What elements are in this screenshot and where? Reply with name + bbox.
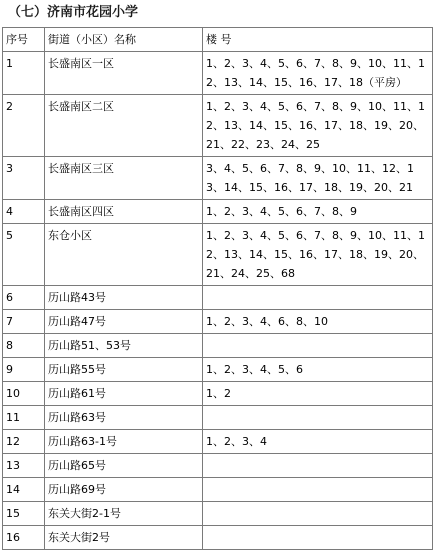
row-street-name: 东关大街2-1号	[45, 502, 203, 526]
header-serial-number: 序号	[3, 28, 45, 52]
row-number: 12	[3, 430, 45, 454]
row-street-name: 长盛南区四区	[45, 200, 203, 224]
row-buildings: 3、4、5、6、7、8、9、10、11、12、13、14、15、16、17、18、19、20、21	[203, 157, 433, 200]
table-row	[3, 406, 433, 430]
row-street-name: 历山路47号	[45, 310, 203, 334]
row-buildings	[203, 478, 433, 502]
table-row	[3, 334, 433, 358]
table-row	[3, 430, 433, 454]
table-row	[3, 200, 433, 224]
row-buildings: 1、2、3、4	[203, 430, 433, 454]
row-buildings	[203, 526, 433, 550]
row-street-name: 历山路63号	[45, 406, 203, 430]
row-street-name: 长盛南区三区	[45, 157, 203, 200]
table-row	[3, 286, 433, 310]
row-street-name: 历山路69号	[45, 478, 203, 502]
table-row	[3, 502, 433, 526]
row-number: 10	[3, 382, 45, 406]
row-buildings	[203, 406, 433, 430]
row-buildings	[203, 286, 433, 310]
row-street-name: 东关大街2号	[45, 526, 203, 550]
row-number: 7	[3, 310, 45, 334]
row-number: 14	[3, 478, 45, 502]
row-number: 1	[3, 52, 45, 95]
row-number: 8	[3, 334, 45, 358]
table-row	[3, 157, 433, 200]
table-row	[3, 382, 433, 406]
row-number: 6	[3, 286, 45, 310]
row-buildings: 1、2、3、4、5、6	[203, 358, 433, 382]
row-street-name: 历山路55号	[45, 358, 203, 382]
row-number: 5	[3, 224, 45, 286]
row-buildings: 1、2、3、4、5、6、7、8、9、10、11、12、13、14、15、16、17、18、19、20、21、22、23、24、25	[203, 95, 433, 157]
row-buildings: 1、2	[203, 382, 433, 406]
row-street-name: 历山路65号	[45, 454, 203, 478]
row-buildings: 1、2、3、4、5、6、7、8、9、10、11、12、13、14、15、16、17、18、19、20、21、24、25、68	[203, 224, 433, 286]
row-buildings: 1、2、3、4、5、6、7、8、9	[203, 200, 433, 224]
row-buildings: 1、2、3、4、5、6、7、8、9、10、11、12、13、14、15、16、17、18（平房）	[203, 52, 433, 95]
row-street-name: 历山路63-1号	[45, 430, 203, 454]
table-header-row	[3, 28, 433, 52]
row-buildings: 1、2、3、4、6、8、10	[203, 310, 433, 334]
row-number: 4	[3, 200, 45, 224]
table-row	[3, 454, 433, 478]
header-street-name: 街道（小区）名称	[45, 28, 203, 52]
document-title: （七）济南市花园小学	[8, 5, 139, 20]
table-row	[3, 52, 433, 95]
row-number: 3	[3, 157, 45, 200]
row-street-name: 历山路61号	[45, 382, 203, 406]
row-buildings	[203, 334, 433, 358]
district-table	[2, 27, 433, 550]
table-row	[3, 310, 433, 334]
row-street-name: 东仓小区	[45, 224, 203, 286]
table-row	[3, 224, 433, 286]
row-number: 13	[3, 454, 45, 478]
row-street-name: 历山路43号	[45, 286, 203, 310]
row-buildings	[203, 502, 433, 526]
header-building-numbers: 楼 号	[203, 28, 433, 52]
row-number: 2	[3, 95, 45, 157]
table-row	[3, 95, 433, 157]
row-number: 15	[3, 502, 45, 526]
row-street-name: 历山路51、53号	[45, 334, 203, 358]
row-buildings	[203, 454, 433, 478]
table-row	[3, 358, 433, 382]
table-row	[3, 478, 433, 502]
row-number: 16	[3, 526, 45, 550]
row-street-name: 长盛南区二区	[45, 95, 203, 157]
row-number: 11	[3, 406, 45, 430]
table-row	[3, 526, 433, 550]
row-street-name: 长盛南区一区	[45, 52, 203, 95]
row-number: 9	[3, 358, 45, 382]
